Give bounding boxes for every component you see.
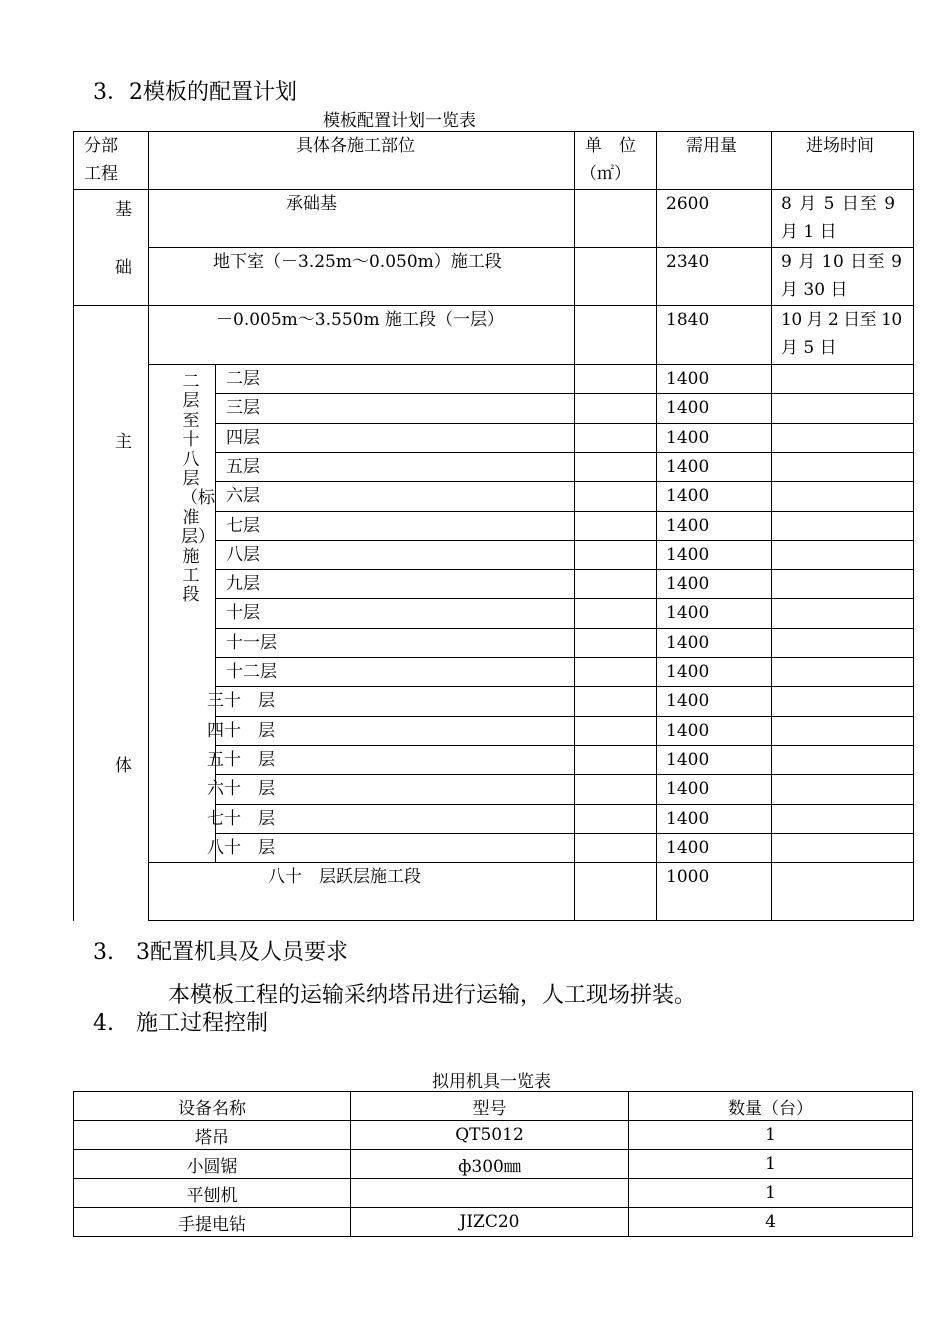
formwork-table-caption: 模板配置计划一览表 [323,111,476,131]
row-quantity: 2600 [666,194,710,214]
row-quantity: 1400 [666,457,710,477]
row-part: 五层 [226,457,260,477]
row-part: 地下室（－3.25m～0.050m）施工段 [213,252,502,272]
equipment-row [74,1208,913,1237]
row-part: 四层 [226,428,260,448]
group-main-char1: 主 [115,432,132,452]
row-part: 十层 [226,603,260,623]
equipment-model: ф300㎜ [351,1150,629,1179]
section-3-3-body: 本模板工程的运输采纳塔吊进行运输，人工现场拼装。 [168,983,697,1008]
row-part: 六十 层 [207,779,275,799]
header-unit-line2: （㎡） [580,164,631,184]
row-time-line2: 月 1 日 [781,222,837,242]
row-quantity: 1400 [666,398,710,418]
section-heading-3-3: 3. 3配置机具及人员要求 [93,940,348,965]
equipment-name: 塔吊 [74,1121,351,1150]
group-foundation-char2: 础 [115,258,132,278]
row-part: 二层 [226,369,260,389]
row-quantity: 2340 [666,252,710,272]
equipment-count: 1 [629,1179,913,1208]
row-quantity: 1400 [666,369,710,389]
equipment-model: QT5012 [351,1121,629,1150]
row-part: 十二层 [226,662,277,682]
row-quantity: 1400 [666,662,710,682]
equipment-row [74,1121,913,1150]
header-division-line2: 工程 [84,164,118,184]
row-part: 三十 层 [207,691,275,711]
row-quantity: 1400 [666,516,710,536]
equipment-name: 手提电钻 [74,1208,351,1237]
equipment-header-name: 设备名称 [74,1092,351,1121]
row-time-line1: 10 月 2 日至 10 [781,310,902,330]
row-quantity: 1400 [666,603,710,623]
row-part: 八层 [226,545,260,565]
row-time-line1: 8 月 5 日至 9 [781,194,897,214]
row-quantity: 1400 [666,486,710,506]
row-quantity: 1400 [666,633,710,653]
group-main-char2: 体 [115,756,132,776]
equipment-name: 平刨机 [74,1179,351,1208]
row-part: 七十 层 [207,809,275,829]
equipment-count: 1 [629,1121,913,1150]
row-part: 承础基 [286,194,337,214]
header-location: 具体各施工部位 [296,136,415,156]
equipment-table-caption: 拟用机具一览表 [432,1072,551,1092]
row-quantity: 1400 [666,691,710,711]
equipment-count: 1 [629,1150,913,1179]
row-quantity: 1400 [666,721,710,741]
row-time-line2: 月 5 日 [781,338,837,358]
section-heading-4: 4. 施工过程控制 [93,1011,268,1036]
equipment-row [74,1179,913,1208]
equipment-model [351,1179,629,1208]
row-part: 十一层 [226,633,277,653]
header-entry-time: 进场时间 [806,136,874,156]
row-quantity: 1000 [666,867,710,887]
row-quantity: 1400 [666,809,710,829]
row-part: 四十 层 [207,721,275,741]
equipment-header-model: 型号 [351,1092,629,1121]
row-part: 九层 [226,574,260,594]
header-quantity: 需用量 [686,136,737,156]
row-quantity: 1840 [666,310,710,330]
header-unit-line1: 单 位 [585,136,636,156]
row-part: －0.005m～3.550m 施工段（一层） [216,310,504,330]
row-part: 八十 层 [207,838,275,858]
row-part: 七层 [226,516,260,536]
equipment-header-count: 数量（台） [629,1092,913,1121]
equipment-header-row [74,1092,913,1121]
group-foundation-char1: 基 [115,200,132,220]
row-time-line1: 9 月 10 日至 9 [781,252,903,272]
row-part: 六层 [226,486,260,506]
row-time-line2: 月 30 日 [781,280,848,300]
row-part: 五十 层 [207,750,275,770]
equipment-count: 4 [629,1208,913,1237]
row-quantity: 1400 [666,750,710,770]
row-quantity: 1400 [666,779,710,799]
standard-floor-label: 二层至十八层（标准层）施工段 [181,372,215,606]
equipment-table [73,1091,913,1237]
row-quantity: 1400 [666,838,710,858]
section-heading-3-2: 3．2模板的配置计划 [93,80,297,105]
row-part: 八十 层跃层施工段 [268,867,421,887]
header-division-line1: 分部 [84,136,118,156]
equipment-model: JIZC20 [351,1208,629,1237]
row-part: 三层 [226,398,260,418]
equipment-row [74,1150,913,1179]
row-quantity: 1400 [666,574,710,594]
equipment-name: 小圆锯 [74,1150,351,1179]
row-quantity: 1400 [666,428,710,448]
row-quantity: 1400 [666,545,710,565]
